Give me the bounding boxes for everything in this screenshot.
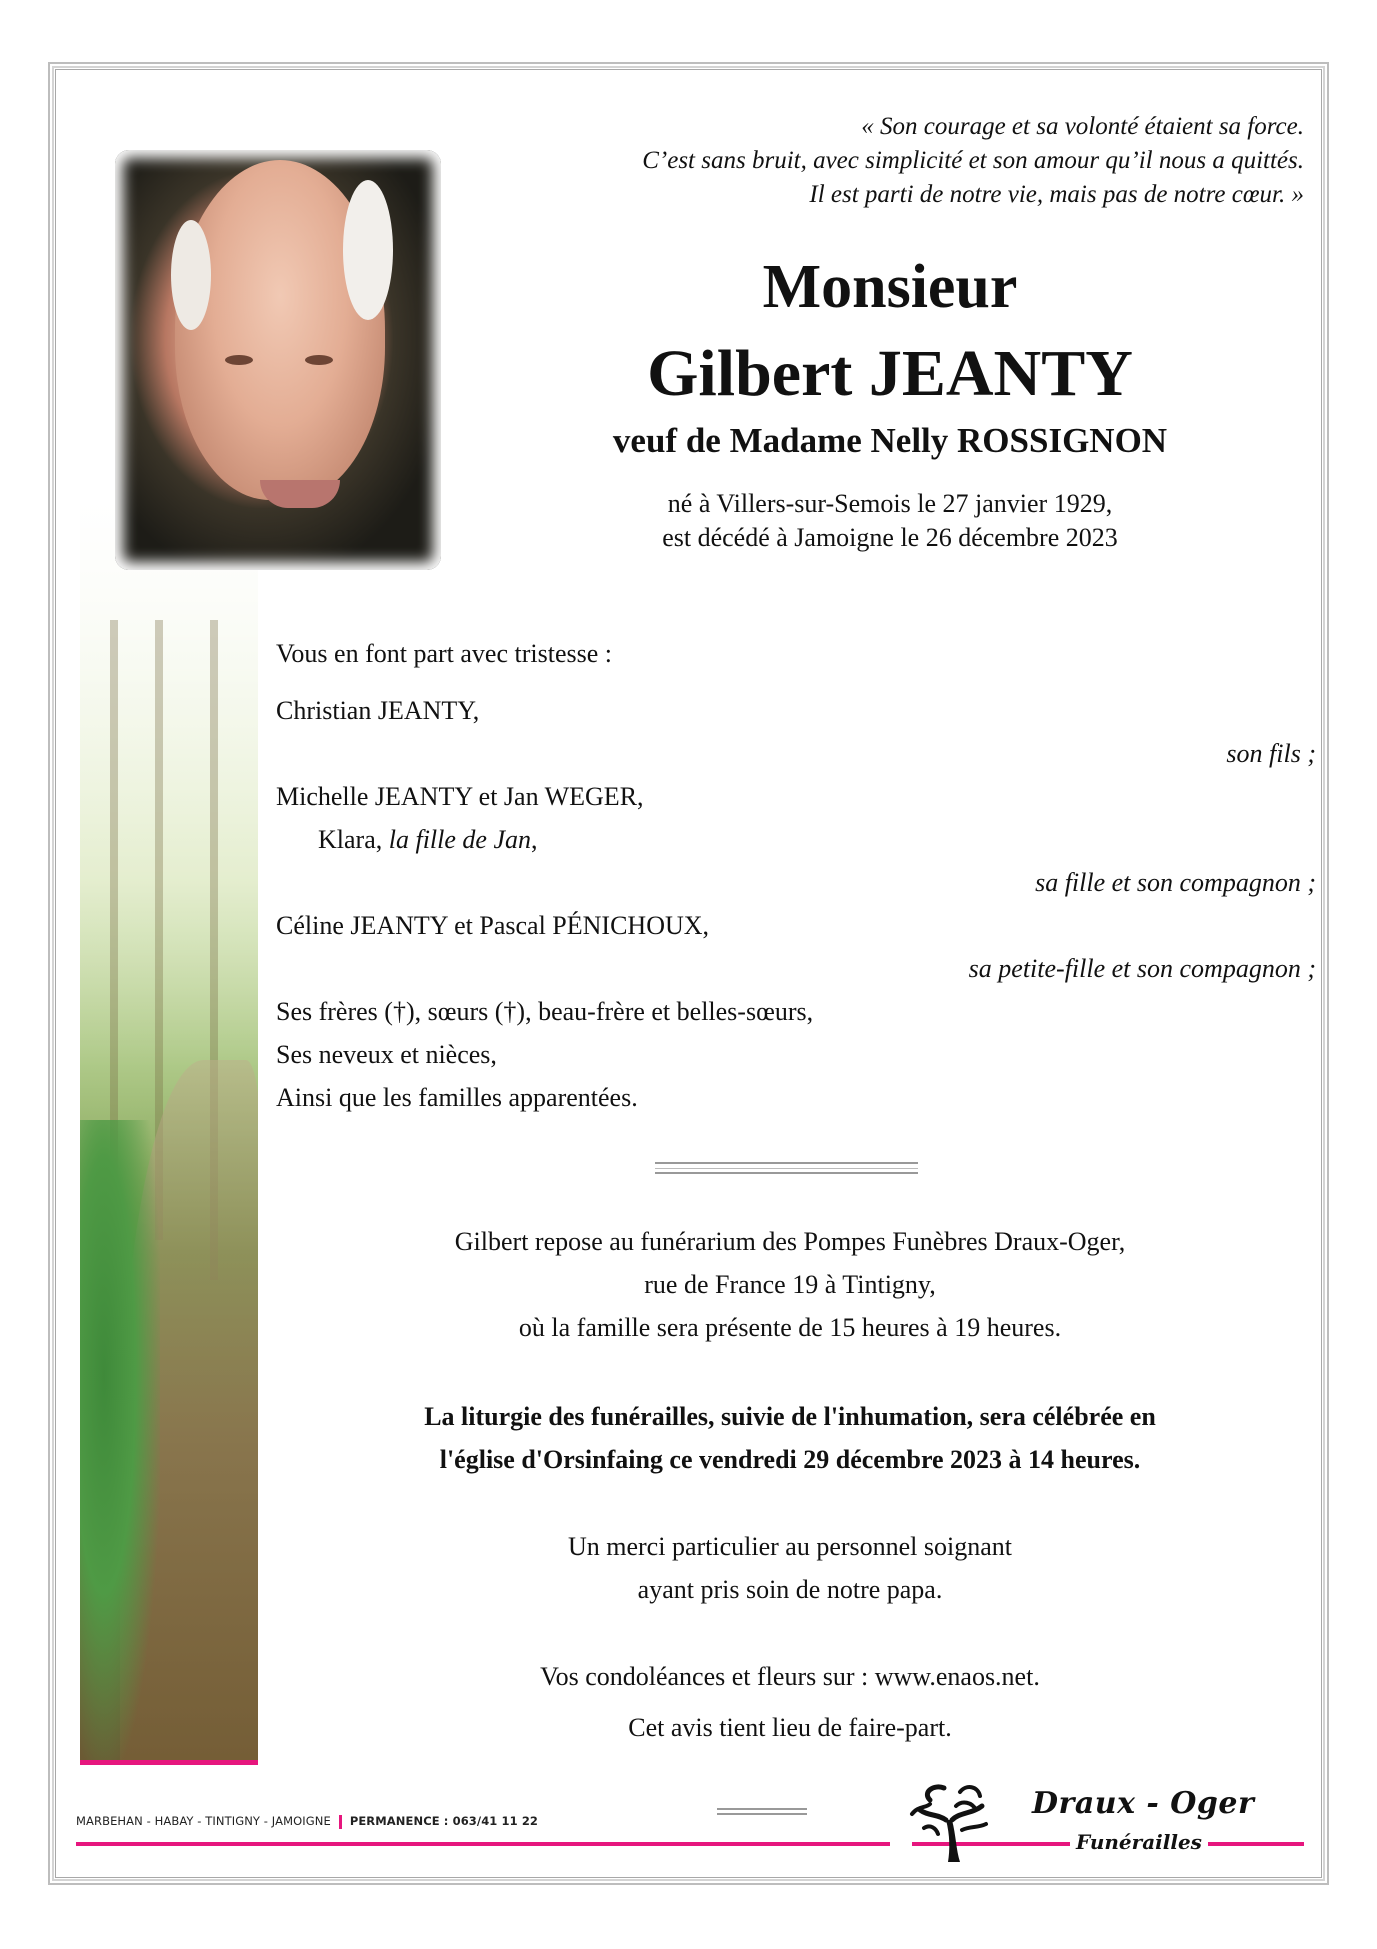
spouse-line: veuf de Madame Nelly ROSSIGNON [612,421,1168,460]
portrait-hair [343,180,393,320]
portrait-photo [115,150,441,570]
portrait-eye [305,355,333,365]
logo-accent-line [700,1842,890,1846]
footer-divider-line [717,1808,807,1810]
thanks-message [300,1525,1280,1611]
family-other: Ses frères (†), sœurs (†), beau-frère et belles-sœurs, [276,997,814,1026]
footer-divider-line [717,1813,807,1815]
family-member: Christian JEANTY, [276,696,480,725]
ceremony-line: l'église d'Orsinfaing ce vendredi 29 décembre 2023 à 14 heures. [439,1445,1141,1474]
visitation-line: Gilbert repose au funérarium des Pompes Funèbres Draux-Oger, [454,1227,1126,1256]
forest-path-image [80,500,258,1760]
footer-separator [339,1815,342,1829]
footer-accent-line [76,1842,701,1846]
quote-line: « Son courage et sa volonté étaient sa force. [861,113,1304,140]
family-list [276,632,1316,1119]
visitation-info [300,1220,1280,1349]
family-intro: Vous en font part avec tristesse : [276,639,612,668]
epigraph-quote [484,110,1304,212]
forest-leaves [80,1120,160,1760]
birth-line: né à Villers-sur-Semois le 27 janvier 1929, [667,489,1113,518]
honorific: Monsieur [762,253,1018,321]
sub-member-end: , [531,825,538,854]
portrait-hair [171,220,211,330]
death-line: est décédé à Jamoigne le 26 décembre 2023 [662,523,1118,552]
sub-member-note: la fille de Jan [388,825,531,854]
brand-name: Draux - Oger [1032,1786,1255,1821]
family-member: Michelle JEANTY et Jan WEGER, [276,782,644,811]
family-relation: sa fille et son compagnon ; [1035,868,1316,897]
tree-logo-icon [890,1770,1010,1870]
family-relation: son fils ; [1226,739,1316,768]
forest-accent-bar [80,1760,258,1765]
divider-line [655,1168,918,1169]
footer-locations: MARBEHAN - HABAY - TINTIGNY - JAMOIGNE [76,1814,331,1828]
divider-line [655,1172,918,1174]
family-other: Ses neveux et nièces, [276,1040,497,1069]
visitation-line: rue de France 19 à Tintigny, [644,1270,936,1299]
ceremony-line: La liturgie des funérailles, suivie de l'inhumation, sera célébrée en [424,1402,1156,1431]
life-dates [540,487,1240,555]
condolences-line: Vos condoléances et fleurs sur : www.enaos.net. [540,1662,1040,1691]
quote-line: Il est parti de notre vie, mais pas de notre cœur. » [809,181,1304,208]
deceased-name: Gilbert JEANTY [647,337,1133,410]
family-member: Céline JEANTY et Pascal PÉNICHOUX, [276,911,710,940]
brand-subtitle: Funérailles [1070,1830,1208,1854]
portrait-mouth [260,480,340,508]
visitation-line: où la famille sera présente de 15 heures à 19 heures. [518,1313,1062,1342]
family-relation: sa petite-fille et son compagnon ; [968,954,1316,983]
thanks-line: ayant pris soin de notre papa. [637,1575,943,1604]
family-sub-member [276,818,1316,861]
divider-line [655,1162,918,1164]
footer-contact [76,1814,538,1829]
notice-line: Cet avis tient lieu de faire-part. [628,1713,952,1742]
family-other: Ainsi que les familles apparentées. [276,1083,638,1112]
sub-member-name: Klara, [318,825,383,854]
footer-permanence: PERMANENCE : 063/41 11 22 [349,1814,539,1828]
quote-line: C’est sans bruit, avec simplicité et son amour qu’il nous a quittés. [642,147,1304,174]
thanks-line: Un merci particulier au personnel soignant [567,1532,1013,1561]
ceremony-info [300,1395,1280,1481]
portrait-eye [225,355,253,365]
